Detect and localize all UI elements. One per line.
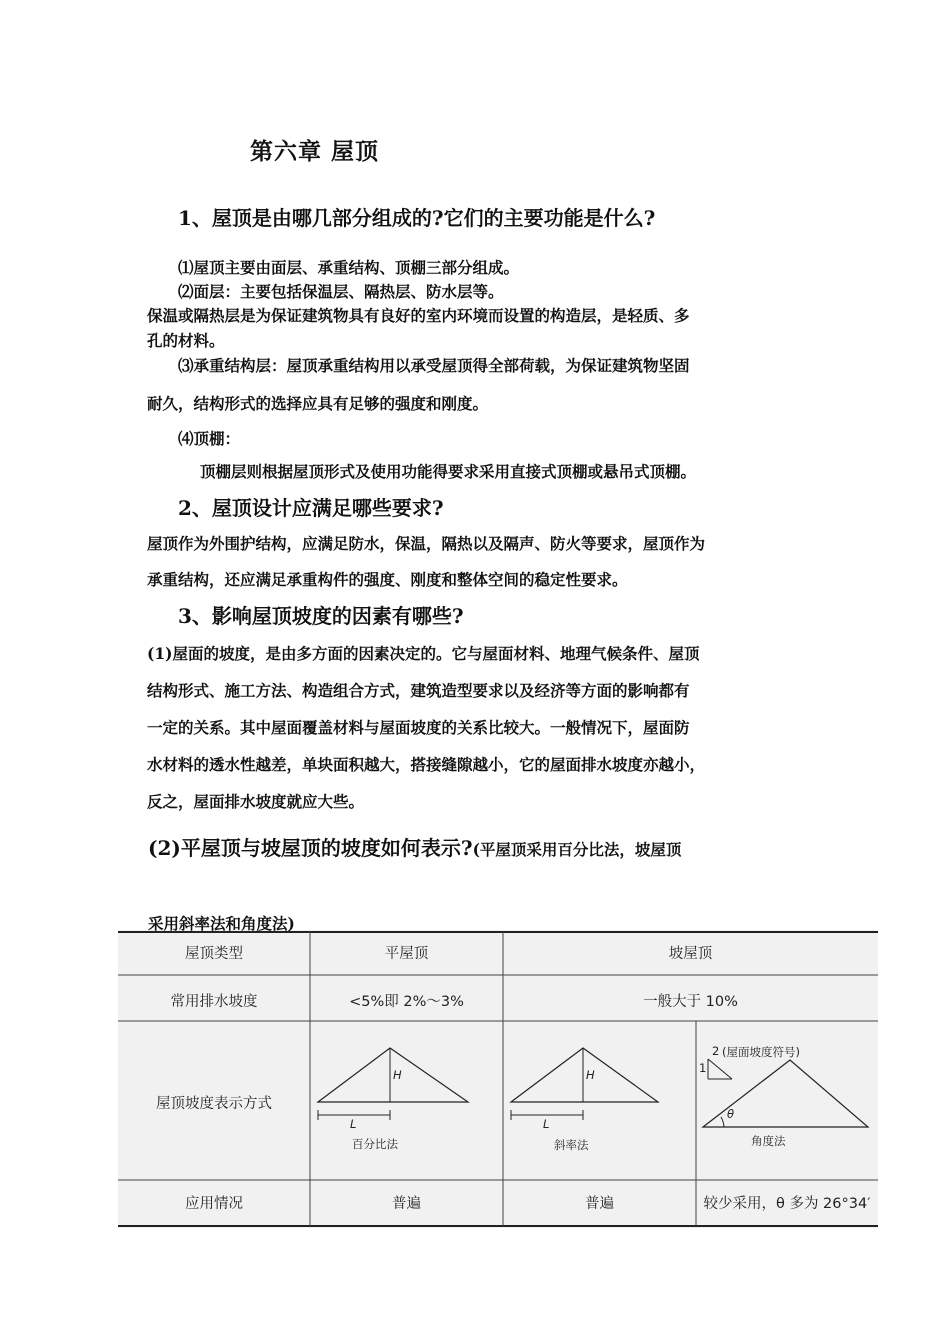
question-3-title: 3、影响屋顶坡度的因素有哪些? xyxy=(178,604,464,628)
diagram-length-label: L xyxy=(543,1117,550,1131)
row-usage-flat: 普遍 xyxy=(392,1196,421,1212)
subtitle-note-continued: 采用斜率法和角度法) xyxy=(148,914,295,933)
table-grid xyxy=(118,930,878,1228)
percentage-diagram xyxy=(318,1048,468,1120)
row-drainage-sloped: 一般大于 10% xyxy=(643,994,738,1010)
subtitle-note: (平屋顶采用百分比法，坡屋顶 xyxy=(472,840,682,859)
q1-paragraph: 孔的材料。 xyxy=(147,331,225,350)
q3-paragraph: 结构形式、施工方法、构造组合方式，建筑造型要求以及经济等方面的影响都有 xyxy=(147,681,690,700)
q3-paragraph: 水材料的透水性越差，单块面积越大，搭接缝隙越小，它的屋面排水坡度亦越小， xyxy=(147,755,706,774)
percentage-caption: 百分比法 xyxy=(352,1137,398,1151)
header-roof-type: 屋顶类型 xyxy=(185,946,243,962)
slope-caption: 斜率法 xyxy=(554,1138,589,1152)
slope-diagram xyxy=(511,1048,658,1120)
q1-paragraph: ⑵面层：主要包括保温层、隔热层、防水层等。 xyxy=(178,282,504,301)
row-method-label: 屋顶坡度表示方式 xyxy=(156,1096,272,1112)
diagram-height-label: H xyxy=(393,1068,402,1082)
q1-paragraph: ⑷顶棚： xyxy=(178,429,241,448)
question-3-subtitle xyxy=(148,832,681,861)
q3-paragraph: (1)屋面的坡度，是由多方面的因素决定的。它与屋面材料、地理气候条件、屋顶 xyxy=(147,644,700,663)
chapter-title: 第六章 屋顶 xyxy=(250,139,380,165)
subtitle-text: (2)平屋顶与坡屋顶的坡度如何表示? xyxy=(148,836,473,860)
diagram-length-label: L xyxy=(350,1117,357,1131)
angle-caption: 角度法 xyxy=(751,1134,786,1148)
roof-slope-table xyxy=(118,930,878,1228)
row-drainage-label: 常用排水坡度 xyxy=(170,994,258,1010)
q2-paragraph: 屋顶作为外围护结构，应满足防水，保温，隔热以及隔声、防火等要求，屋顶作为 xyxy=(147,534,706,553)
angle-theta: θ xyxy=(727,1107,735,1121)
q3-paragraph: 一定的关系。其中屋面覆盖材料与屋面坡度的关系比较大。一般情况下，屋面防 xyxy=(147,718,690,737)
slope-symbol-unit: 1 xyxy=(699,1061,707,1075)
q1-paragraph: 保温或隔热层是为保证建筑物具有良好的室内环境而设置的构造层，是轻质、多 xyxy=(147,306,690,325)
q1-paragraph: 顶棚层则根据屋顶形式及使用功能得要求采用直接式顶棚或悬吊式顶棚。 xyxy=(200,462,697,481)
row-usage-label: 应用情况 xyxy=(185,1196,243,1212)
row-usage-slope: 普遍 xyxy=(585,1196,614,1212)
header-flat-roof: 平屋顶 xyxy=(384,946,429,962)
row-usage-angle: 较少采用，θ 多为 26°34′ xyxy=(703,1196,871,1212)
q3-paragraph: 反之，屋面排水坡度就应大些。 xyxy=(147,792,365,811)
slope-symbol-text: (屋面坡度符号) xyxy=(722,1045,800,1059)
q2-paragraph: 承重结构，还应满足承重构件的强度、刚度和整体空间的稳定性要求。 xyxy=(147,570,628,589)
slope-symbol-number: 2 xyxy=(712,1044,720,1058)
row-drainage-flat: <5%即 2%～3% xyxy=(349,994,464,1010)
q1-paragraph: ⑴屋顶主要由面层、承重结构、顶棚三部分组成。 xyxy=(178,258,520,277)
question-2-title: 2、屋顶设计应满足哪些要求? xyxy=(178,496,444,520)
q1-paragraph: ⑶承重结构层：屋顶承重结构用以承受屋顶得全部荷载，为保证建筑物坚固 xyxy=(178,356,690,375)
diagram-height-label: H xyxy=(586,1068,595,1082)
question-1-title: 1、屋顶是由哪几部分组成的?它们的主要功能是什么? xyxy=(178,206,656,230)
q1-paragraph: 耐久，结构形式的选择应具有足够的强度和刚度。 xyxy=(147,394,489,413)
header-sloped-roof: 坡屋顶 xyxy=(668,946,713,962)
